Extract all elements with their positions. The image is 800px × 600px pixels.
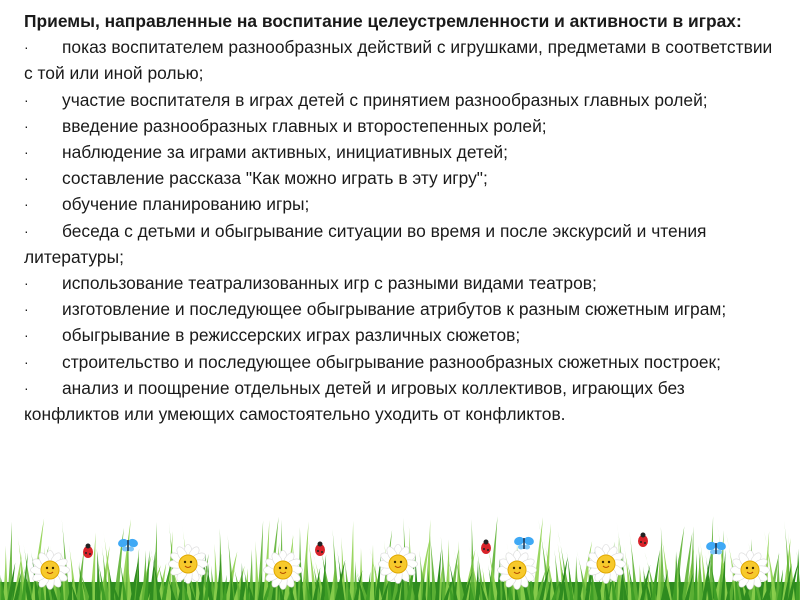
ladybug-spot — [644, 542, 646, 544]
bullet-icon: · — [24, 222, 29, 239]
ladybug-head — [641, 533, 646, 538]
daisy-center — [597, 555, 615, 573]
bullet-icon: · — [24, 275, 29, 292]
butterfly-wing — [524, 545, 530, 550]
list-item-text: строительство и последующее обыгрывание разнообразных сюжетных построек; — [62, 351, 721, 372]
slide-content — [24, 8, 780, 427]
grass-blade — [97, 549, 101, 600]
list-item — [24, 165, 780, 191]
daisy-eye — [394, 561, 396, 563]
daisy-eye — [190, 561, 192, 563]
bullet-icon: · — [24, 39, 29, 56]
butterfly-body — [127, 540, 129, 551]
butterfly-wing — [122, 547, 128, 552]
ladybug-head — [318, 542, 323, 547]
butterfly-body — [523, 538, 525, 549]
ladybug-spot — [640, 541, 642, 543]
list-item — [24, 349, 780, 375]
list-item — [24, 322, 780, 348]
daisy-eye — [608, 561, 610, 563]
list-item-text: обыгрывание в режиссерских играх различных сюжетов; — [62, 325, 521, 346]
list-item-text: наблюдение за играми активных, инициативных детей; — [62, 142, 508, 163]
meadow-decoration — [0, 490, 800, 600]
bullet-icon: · — [24, 170, 29, 187]
list-item — [24, 270, 780, 296]
daisy-eye — [184, 561, 186, 563]
daisy-center — [179, 555, 197, 573]
butterfly-wing — [716, 550, 722, 555]
daisy-eye — [746, 567, 748, 569]
list-item-text: участие воспитателя в играх детей с принятием разнообразных главных ролей; — [62, 89, 708, 110]
ladybug-icon — [315, 542, 325, 557]
daisy-eye — [513, 567, 515, 569]
daisy-eye — [752, 567, 754, 569]
butterfly-wing — [518, 545, 524, 550]
bullet-icon: · — [24, 353, 29, 370]
list-item — [24, 113, 780, 139]
daisy-center — [508, 561, 526, 579]
butterfly-body — [715, 543, 717, 554]
ladybug-icon — [83, 544, 93, 559]
daisy-center — [741, 561, 759, 579]
daisy-eye — [46, 567, 48, 569]
bullet-icon: · — [24, 117, 29, 134]
list-item-text: использование театрализованных игр с разными видами театров; — [62, 273, 597, 294]
ladybug-spot — [85, 552, 87, 554]
list-item-text: введение разнообразных главных и второстепенных ролей; — [62, 115, 547, 136]
list-item — [24, 296, 780, 322]
bullet-icon: · — [24, 379, 29, 396]
daisy-eye — [400, 561, 402, 563]
ladybug-head — [86, 544, 91, 549]
ladybugs — [83, 533, 648, 559]
daisy-center — [274, 561, 292, 579]
butterfly-wing — [710, 550, 716, 555]
ladybug-spot — [321, 551, 323, 553]
slide-title: Приемы, направленные на воспитание целеустремленности и активности в играх: — [24, 11, 742, 31]
daisy-eye — [519, 567, 521, 569]
list-item-text: обучение планированию игры; — [62, 194, 310, 215]
butterfly-icon — [705, 541, 727, 555]
list-item-text: анализ и поощрение отдельных детей и игровых коллективов, играющих без конфликтов или умеющих самостоятельно уходить от конфликтов. — [24, 377, 685, 425]
daisy-eye — [52, 567, 54, 569]
list-item — [24, 139, 780, 165]
daisy-eye — [279, 567, 281, 569]
grass-blade — [3, 546, 8, 600]
list-item-text: составление рассказа "Как можно играть в эту игру"; — [62, 168, 488, 189]
ladybug-icon — [638, 533, 648, 548]
daisy-center — [389, 555, 407, 573]
list-item-text: беседа с детьми и обыгрывание ситуации во время и после экскурсий и чтения литературы; — [24, 220, 707, 267]
daisy-eye — [285, 567, 287, 569]
ladybug-spot — [483, 548, 485, 550]
butterfly-icon — [513, 536, 535, 550]
ladybug-head — [484, 540, 489, 545]
bullet-icon: · — [24, 91, 29, 108]
daisy-center — [41, 561, 59, 579]
bullet-icon: · — [24, 196, 29, 213]
list-item-text: изготовление и последующее обыгрывание атрибутов к разным сюжетным играм; — [62, 299, 727, 320]
techniques-list — [24, 34, 780, 427]
list-item — [24, 218, 780, 270]
ladybug-icon — [481, 540, 491, 555]
ladybug-spot — [317, 550, 319, 552]
bullet-icon: · — [24, 327, 29, 344]
bullet-icon: · — [24, 144, 29, 161]
list-item — [24, 375, 780, 427]
list-item-text: показ воспитателем разнообразных действий с игрушками, предметами в соответствии с той или иной ролью; — [24, 37, 773, 84]
butterflies — [117, 536, 727, 555]
bullet-icon: · — [24, 301, 29, 318]
ladybug-spot — [89, 553, 91, 555]
butterfly-wing — [128, 547, 134, 552]
daisy-eye — [602, 561, 604, 563]
list-item — [24, 87, 780, 113]
grass-blade — [369, 545, 374, 600]
ladybug-spot — [487, 549, 489, 551]
list-item — [24, 191, 780, 217]
list-item — [24, 34, 780, 86]
